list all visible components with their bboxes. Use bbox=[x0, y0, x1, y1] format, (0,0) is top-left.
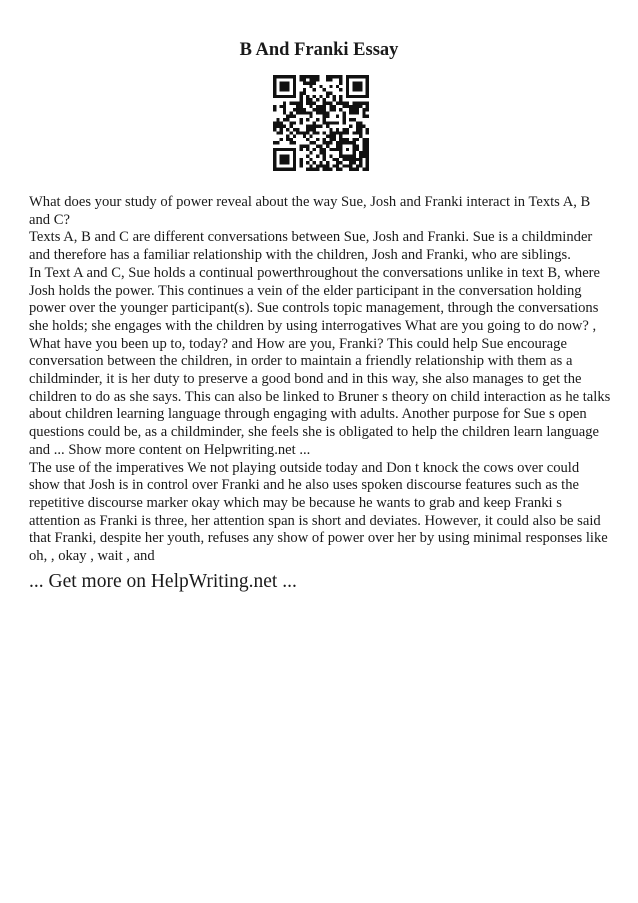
essay-body bbox=[29, 194, 613, 566]
qr-code-icon bbox=[273, 75, 369, 171]
qr-code-image bbox=[273, 75, 369, 171]
page-title: B And Franki Essay bbox=[239, 40, 399, 60]
essay-paragraph-texts-a-c: In Text A and C, Sue holds a continual powerthroughout the conversations unlike in text B, where Josh holds the power. This continues a vein of the elder participant in the conversation holding power over the younger participant(s). Sue controls topic management, through the conversations she holds; she engages with the children by using interrogatives What are you going to do now? , What have you been up to, today? and How are you, Franki? This could help Sue encourage conversation between the children, in order to maintain a friendly relationship with them as a childminder, it is her duty to preserve a good bond and in this way, she also manages to get the children to do as she says. This can also be linked to Bruner s theory on child interaction as he talks about children learning language through engaging with adults. Another purpose for Sue s open questions could be, as a childminder, she feels she is obligated to help the children learn language and ... Show more content on Helpwriting.net ... bbox=[29, 264, 611, 458]
essay-paragraph-intro: Texts A, B and C are different conversations between Sue, Josh and Franki. Sue is a childminder and therefore has a familiar relationship with the children, Josh and Franki, who are siblings. bbox=[29, 229, 593, 264]
essay-paragraph-question: What does your study of power reveal about the way Sue, Josh and Franki interact in Texts A, B and C? bbox=[29, 194, 591, 228]
essay-paragraph-imperatives: The use of the imperatives We not playing outside today and Don t knock the cows over could show that Josh is in control over Franki and he also uses spoken discourse features such as the repetitive discourse marker okay which may be because he wants to grab and keep Franki s attention as Franki is three, her attention span is short and deviates. However, it could also be said that Franki, despite her youth, refuses any show of power over her by using minimal responses like oh, , okay , wait , and bbox=[29, 459, 608, 565]
get-more-link[interactable]: ... Get more on HelpWriting.net ... bbox=[29, 571, 297, 592]
